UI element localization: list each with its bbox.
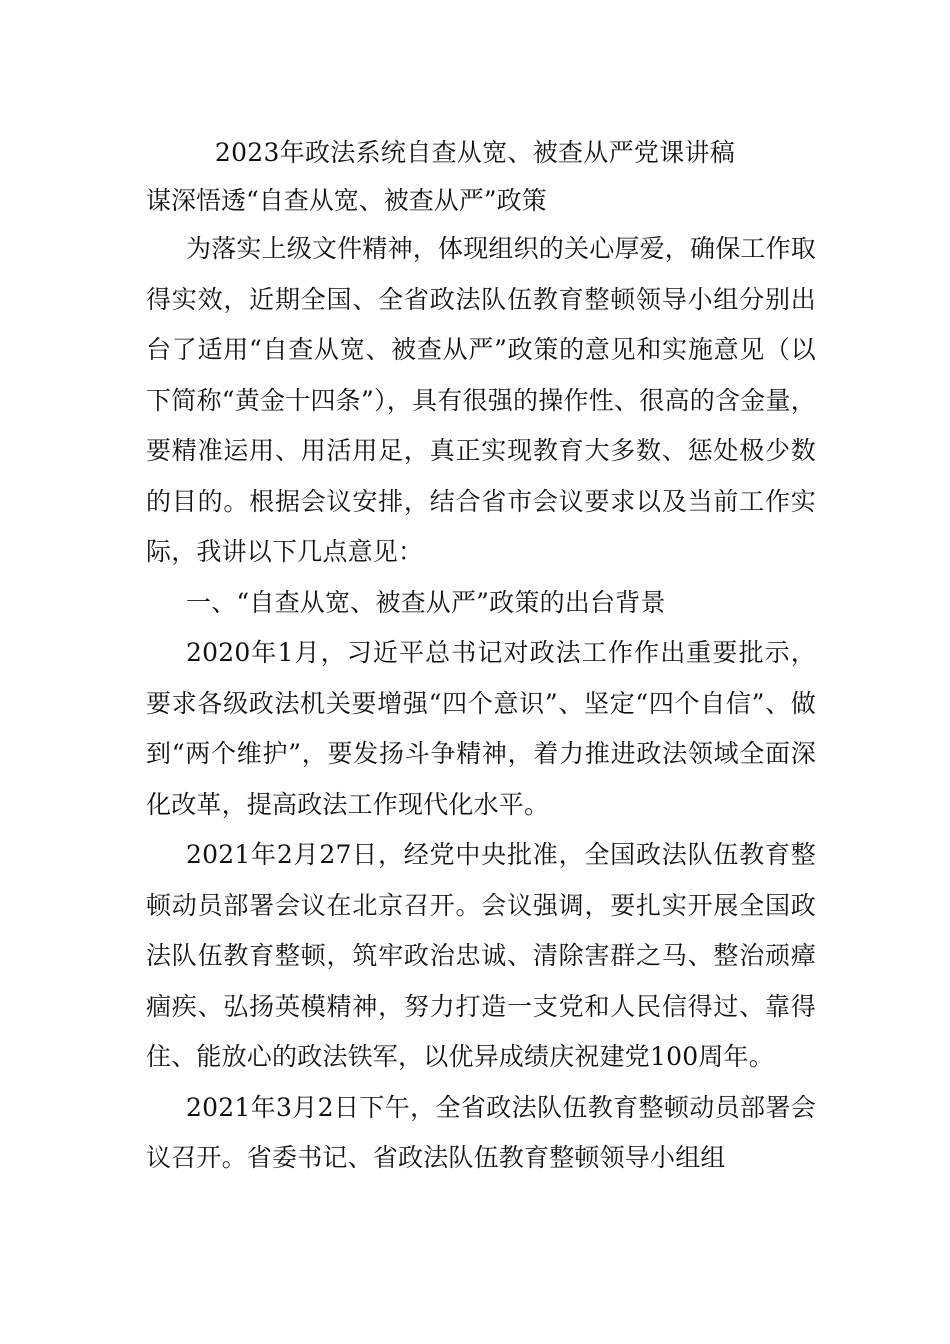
paragraph-2021-feb: 2021年2月27日，经党中央批准，全国政法队伍教育整顿动员部署会议在北京召开。会议强调，要扎实开展全国政法队伍教育整顿，筑牢政治忠诚、清除害群之马、整治顽瘴痼疾、弘扬英模精神，努力打造一支党和人民信得过、靠得住、能放心的政法铁军，以优异成绩庆祝建党100周年。 [146,840,816,1071]
document-body [146,224,816,1184]
paragraph-2021-mar: 2021年3月2日下午，全省政法队伍教育整顿动员部署会议召开。省委书记、省政法队伍教育整顿领导小组组 [146,1092,816,1172]
document-title: 2023年政法系统自查从宽、被查从严党课讲稿 [214,138,736,167]
document-subtitle: 谋深悟透“自查从宽、被查从严”政策 [146,186,547,215]
paragraph-intro: 为落实上级文件精神，体现组织的关心厚爱，确保工作取得实效，近期全国、全省政法队伍教育整顿领导小组分别出台了适用“自查从宽、被查从严”政策的意见和实施意见（以下简称“黄金十四条”），具有很强的操作性、很高的含金量，要精准运用、用活用足，真正实现教育大多数、惩处极少数的目的。根据会议安排，结合省市会议要求以及当前工作实际，我讲以下几点意见： [146,234,817,566]
section-heading-1: 一、“自查从宽、被查从严”政策的出台背景 [186,587,666,617]
paragraph-2020: 2020年1月，习近平总书记对政法工作作出重要批示，要求各级政法机关要增强“四个意识”、坚定“四个自信”、做到“两个维护”，要发扬斗争精神，着力推进政法领域全面深化改革，提高政法工作现代化水平。 [146,638,816,819]
